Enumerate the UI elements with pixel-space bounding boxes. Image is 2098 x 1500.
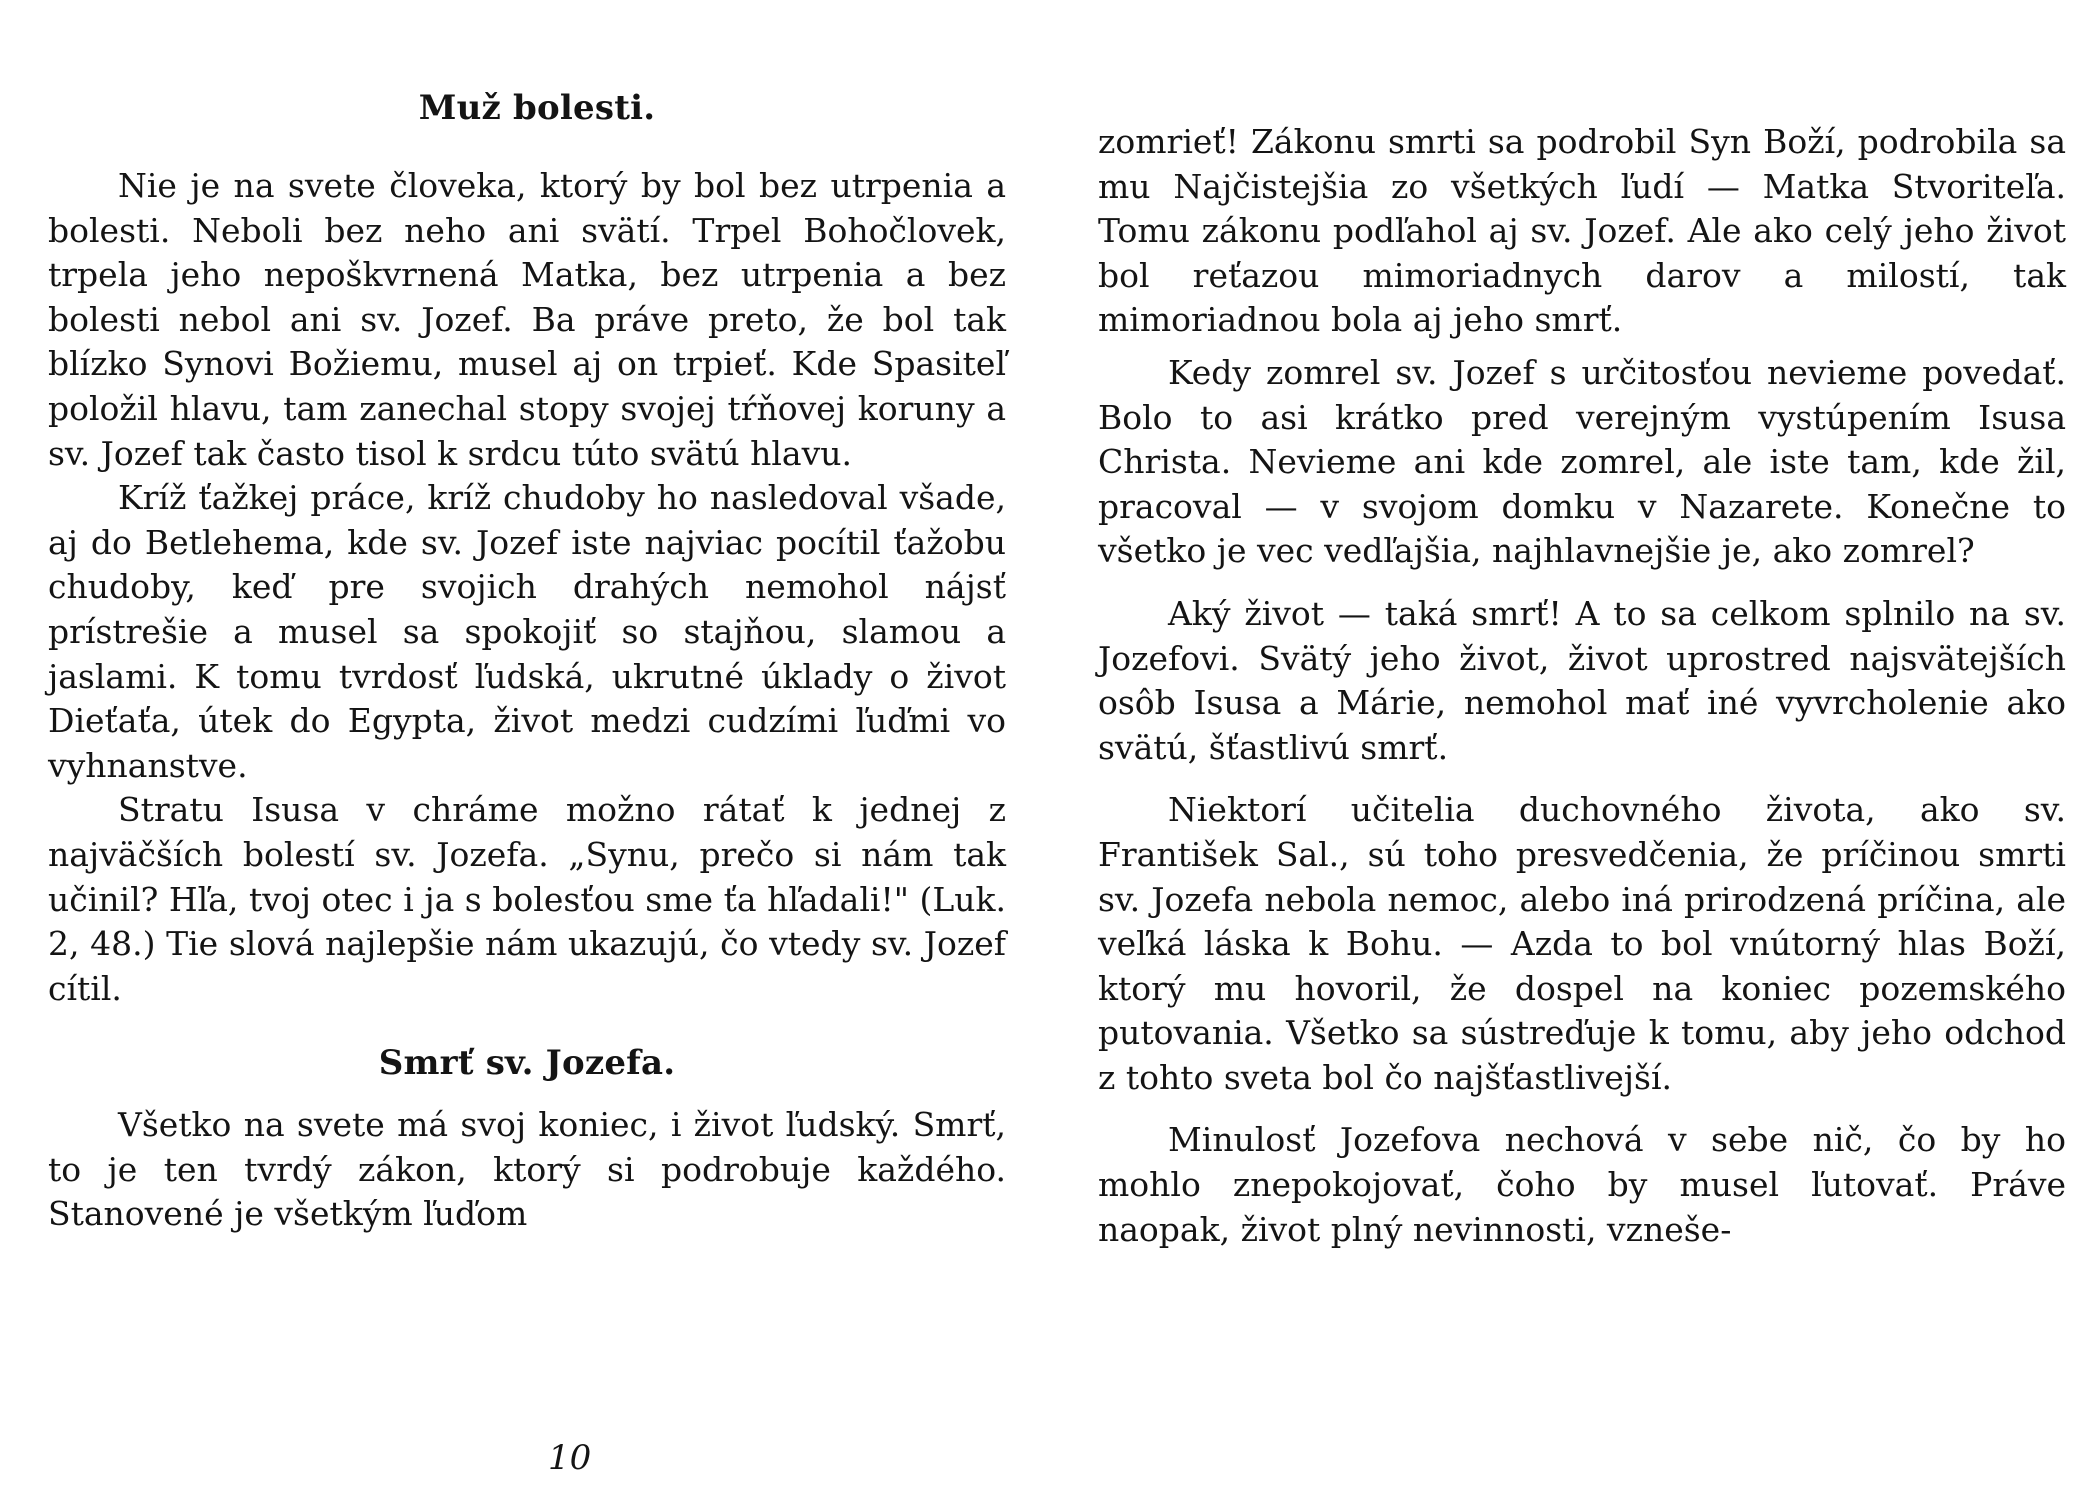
paragraph: Minulosť Jozefova nechová v sebe nič, čo by ho mohlo znepokojovať, čoho by musel ľutovať. Práve naopak, život plný nevinnosti, vzneše- (1098, 1120, 2066, 1249)
left-page (48, 0, 1006, 1500)
paragraph: Kedy zomrel sv. Jozef s určitosťou nevieme povedať. Bolo to asi krátko pred verejným vystúpením Isusa Christa. Nevieme ani kde zomrel, ale iste tam, kde žil, pracoval — v svojom domku v Nazarete. Konečne to všetko je vec vedľajšia, najhlavnejšie je, ako zomrel? (1098, 352, 2066, 571)
page-number: 10 (548, 1438, 592, 1478)
paragraph: Všetko na svete má svoj koniec, i život ľudský. Smrť, to je ten tvrdý zákon, ktorý si podrobuje každého. Stanovené je všetkým ľuďom (48, 1105, 1006, 1234)
right-page (1098, 0, 2066, 1500)
paragraph: Niektorí učitelia duchovného života, ako sv. František Sal., sú toho presvedčenia, že príčinou smrti sv. Jozefa nebola nemoc, alebo iná prirodzená príčina, ale veľká láska k Bohu. — Azda to bol vnútorný hlas Boží, ktorý mu hovoril, že dospel na koniec pozemského putovania. Všetko sa sústreďuje k tomu, aby jeho odchod z tohto sveta bol čo najšťastlivejší. (1098, 790, 2066, 1097)
paragraph-continued: zomrieť! Zákonu smrti sa podrobil Syn Boží, podrobila sa mu Najčistejšia zo všetkých ľudí — Matka Stvoriteľa. Tomu zákonu podľahol aj sv. Jozef. Ale ako celý jeho život bol reťazou mimoriadnych darov a milostí, tak mimoriadnou bola aj jeho smrť. (1098, 122, 2066, 340)
left-page-text-column (48, 86, 1006, 1237)
paragraph: Kríž ťažkej práce, kríž chudoby ho nasledoval všade, aj do Betlehema, kde sv. Jozef iste najviac pocítil ťažobu chudoby, keď pre svojich drahých nemohol nájsť prístrešie a musel sa spokojiť so stajňou, slamou a jaslami. K tomu tvrdosť ľudská, ukrutné úklady o život Dieťaťa, útek do Egypta, život medzi cudzími ľuďmi vo vyhnanstve. (48, 478, 1006, 785)
paragraph: Nie je na svete človeka, ktorý by bol bez utrpenia a bolesti. Neboli bez neho ani svätí. Trpel Bohočlovek, trpela jeho nepoškvrnená Matka, bez utrpenia a bez bolesti nebol ani sv. Jozef. Ba práve preto, že bol tak blízko Synovi Božiemu, musel aj on trpieť. Kde Spasiteľ položil hlavu, tam zanechal stopy svojej tŕňovej koruny a sv. Jozef tak často tisol k srdcu túto svätú hlavu. (48, 166, 1006, 473)
right-page-text-column (1098, 120, 2066, 1252)
paragraph: Aký život — taká smrť! A to sa celkom splnilo na sv. Jozefovi. Svätý jeho život, život uprostred najsvätejších osôb Isusa a Márie, nemohol mať iné vyvrcholenie ako svätú, šťastlivú smrť. (1098, 593, 2066, 767)
section-title-man-of-sorrows: Muž bolesti. (418, 88, 656, 128)
section-title-death-of-st-joseph: Smrť sv. Jozefa. (378, 1043, 676, 1084)
paragraph: Stratu Isusa v chráme možno rátať k jednej z najväčších bolestí sv. Jozefa. „Synu, prečo si nám tak učinil? Hľa, tvoj otec i ja s bolesťou sme ťa hľadali!" (Luk. 2, 48.) Tie slová najlepšie nám ukazujú, čo vtedy sv. Jozef cítil. (48, 790, 1006, 1008)
